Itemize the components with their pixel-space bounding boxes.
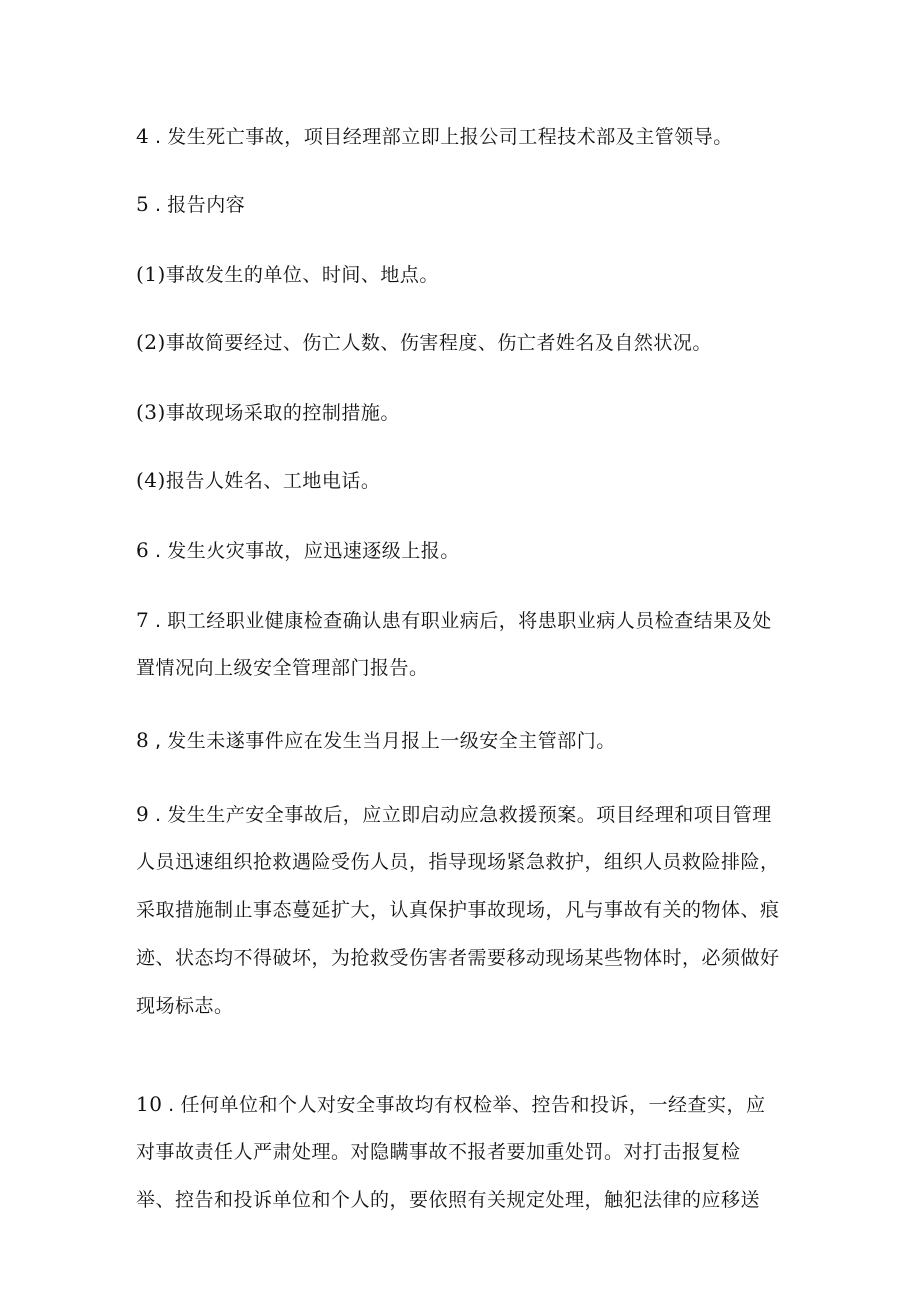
paragraph-6 bbox=[136, 526, 816, 574]
paragraph-line: 举、控告和投诉单位和个人的，要依照有关规定处理，触犯法律的应移送 bbox=[136, 1189, 761, 1211]
item-separator: . bbox=[154, 126, 162, 148]
line-text: 任何单位和个人对安全事故均有权检举、控告和投诉，一经查实，应 bbox=[180, 1094, 766, 1116]
item-number: 10 bbox=[136, 1092, 163, 1116]
item-number: 4 bbox=[136, 124, 150, 148]
line-text: 事故简要经过、伤亡人数、伤害程度、伤亡者姓名及自然状况。 bbox=[165, 332, 712, 354]
paragraph-10 bbox=[136, 1080, 816, 1224]
paragraph-line bbox=[136, 456, 816, 504]
paragraph-line: 现场标志。 bbox=[136, 995, 234, 1017]
paragraph-5 bbox=[136, 180, 816, 228]
item-number: (4) bbox=[136, 468, 166, 492]
paragraph-line bbox=[136, 716, 816, 764]
paragraph-9 bbox=[136, 790, 816, 1030]
line-text: 职工经职业健康检查确认患有职业病后，将患职业病人员检查结果及处 bbox=[167, 610, 772, 632]
paragraph-5-3 bbox=[136, 388, 816, 436]
line-text: 报告内容 bbox=[167, 194, 246, 216]
paragraph-7 bbox=[136, 596, 816, 692]
line-text: 发生未遂事件应在发生当月报上一级安全主管部门。 bbox=[167, 730, 616, 752]
paragraph-line bbox=[136, 180, 816, 228]
paragraph-line bbox=[136, 250, 816, 298]
paragraph-line bbox=[136, 526, 816, 574]
paragraph-5-2 bbox=[136, 318, 816, 366]
paragraph-line bbox=[136, 790, 816, 838]
paragraph-5-1 bbox=[136, 250, 816, 298]
item-separator: . bbox=[154, 610, 162, 632]
paragraph-line: 迹、状态均不得破坏，为抢救受伤害者需要移动现场某些物体时，必须做好 bbox=[136, 947, 780, 969]
line-text: 发生死亡事故，项目经理部立即上报公司工程技术部及主管领导。 bbox=[167, 126, 733, 148]
line-text: 发生生产安全事故后，应立即启动应急救援预案。项目经理和项目管理 bbox=[167, 804, 772, 826]
item-separator: . bbox=[154, 194, 162, 216]
item-number: (1) bbox=[136, 262, 166, 286]
paragraph-line bbox=[136, 596, 816, 644]
line-text: 事故现场采取的控制措施。 bbox=[165, 402, 400, 424]
paragraph-line bbox=[136, 112, 816, 160]
paragraph-line: 人员迅速组织抢救遇险受伤人员，指导现场紧急救护，组织人员救险排险， bbox=[136, 851, 780, 873]
item-number: 8 bbox=[136, 728, 150, 752]
item-separator: , bbox=[154, 730, 162, 752]
item-number: 6 bbox=[136, 538, 150, 562]
item-number: 7 bbox=[136, 608, 150, 632]
item-separator: . bbox=[168, 1094, 175, 1116]
paragraph-line: 置情况向上级安全管理部门报告。 bbox=[136, 657, 429, 679]
item-separator: . bbox=[154, 804, 162, 826]
paragraph-line bbox=[136, 388, 816, 436]
item-number: 5 bbox=[136, 192, 150, 216]
line-text: 发生火灾事故，应迅速逐级上报。 bbox=[167, 540, 460, 562]
paragraph-5-4 bbox=[136, 456, 816, 504]
item-number: 9 bbox=[136, 802, 150, 826]
paragraph-line: 采取措施制止事态蔓延扩大，认真保护事故现场，凡与事故有关的物体、痕 bbox=[136, 899, 780, 921]
paragraph-line bbox=[136, 1080, 816, 1128]
paragraph-line: 对事故责任人严肃处理。对隐瞒事故不报者要加重处罚。对打击报复检 bbox=[136, 1141, 741, 1163]
line-text: 事故发生的单位、时间、地点。 bbox=[165, 264, 439, 286]
item-number: (3) bbox=[136, 400, 166, 424]
paragraph-line bbox=[136, 318, 816, 366]
line-text: 报告人姓名、工地电话。 bbox=[165, 470, 381, 492]
item-number: (2) bbox=[136, 330, 166, 354]
item-separator: . bbox=[154, 540, 162, 562]
paragraph-8 bbox=[136, 716, 816, 764]
paragraph-4 bbox=[136, 112, 816, 160]
